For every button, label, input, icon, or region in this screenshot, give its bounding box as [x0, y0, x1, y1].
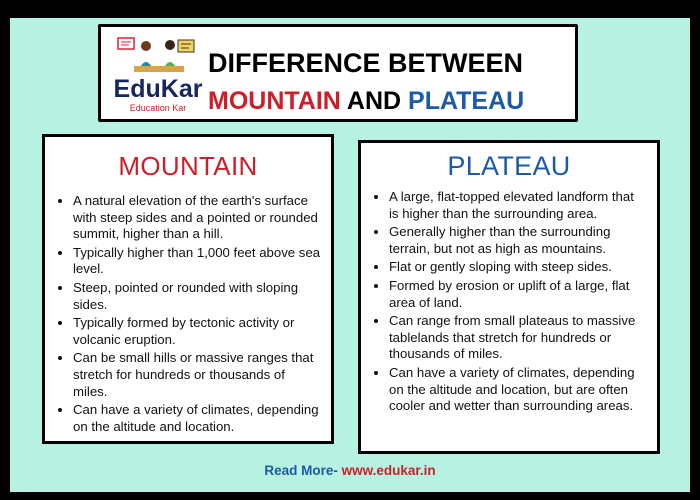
list-item: • Flat or gently sloping with steep sides. — [389, 259, 647, 276]
list-item: • Typically formed by tectonic activity or volcanic eruption. — [73, 315, 321, 348]
page-subtitle — [208, 86, 524, 116]
list-item: • A natural elevation of the earth's surface with steep sides and a pointed or rounded summit, higher than a hill. — [73, 193, 321, 243]
plateau-card — [358, 140, 660, 454]
plateau-points — [361, 189, 657, 415]
students-illustration-icon — [116, 32, 198, 78]
website-link[interactable]: www.edukar.in — [341, 463, 436, 478]
mountain-title: MOUNTAIN — [118, 151, 258, 181]
plateau-title: PLATEAU — [447, 151, 571, 181]
read-more-label: Read More- — [264, 463, 338, 478]
subtitle-mountain: MOUNTAIN — [208, 87, 341, 115]
footer — [0, 463, 700, 478]
list-item: • Can be small hills or massive ranges that stretch for hundreds or thousands of miles. — [73, 350, 321, 400]
subtitle-and: AND — [346, 87, 402, 115]
list-item: • Generally higher than the surrounding terrain, but not as high as mountains. — [389, 224, 647, 257]
list-item: • Formed by erosion or uplift of a large, flat area of land. — [389, 278, 647, 311]
mountain-card — [42, 134, 334, 444]
list-item: • Steep, pointed or rounded with sloping sides. — [73, 280, 321, 313]
mountain-points — [45, 193, 331, 435]
list-item: • A large, flat-topped elevated landform that is higher than the surrounding area. — [389, 189, 647, 222]
list-item: • Typically higher than 1,000 feet above sea level. — [73, 245, 321, 278]
subtitle-plateau: PLATEAU — [408, 87, 525, 115]
logo-tagline: Education Kar — [129, 103, 187, 113]
edukar-logo — [112, 32, 203, 114]
list-item: • Can have a variety of climates, depending on the altitude and location, but are often cooler and wetter than surrounding areas. — [389, 365, 647, 415]
list-item: • Can range from small plateaus to massive tablelands that stretch for hundreds or thousands of miles. — [389, 313, 647, 363]
list-item: • Can have a variety of climates, depending on the altitude and location. — [73, 402, 321, 435]
page-title: DIFFERENCE BETWEEN — [208, 48, 524, 78]
logo-name: EduKar — [113, 75, 203, 103]
